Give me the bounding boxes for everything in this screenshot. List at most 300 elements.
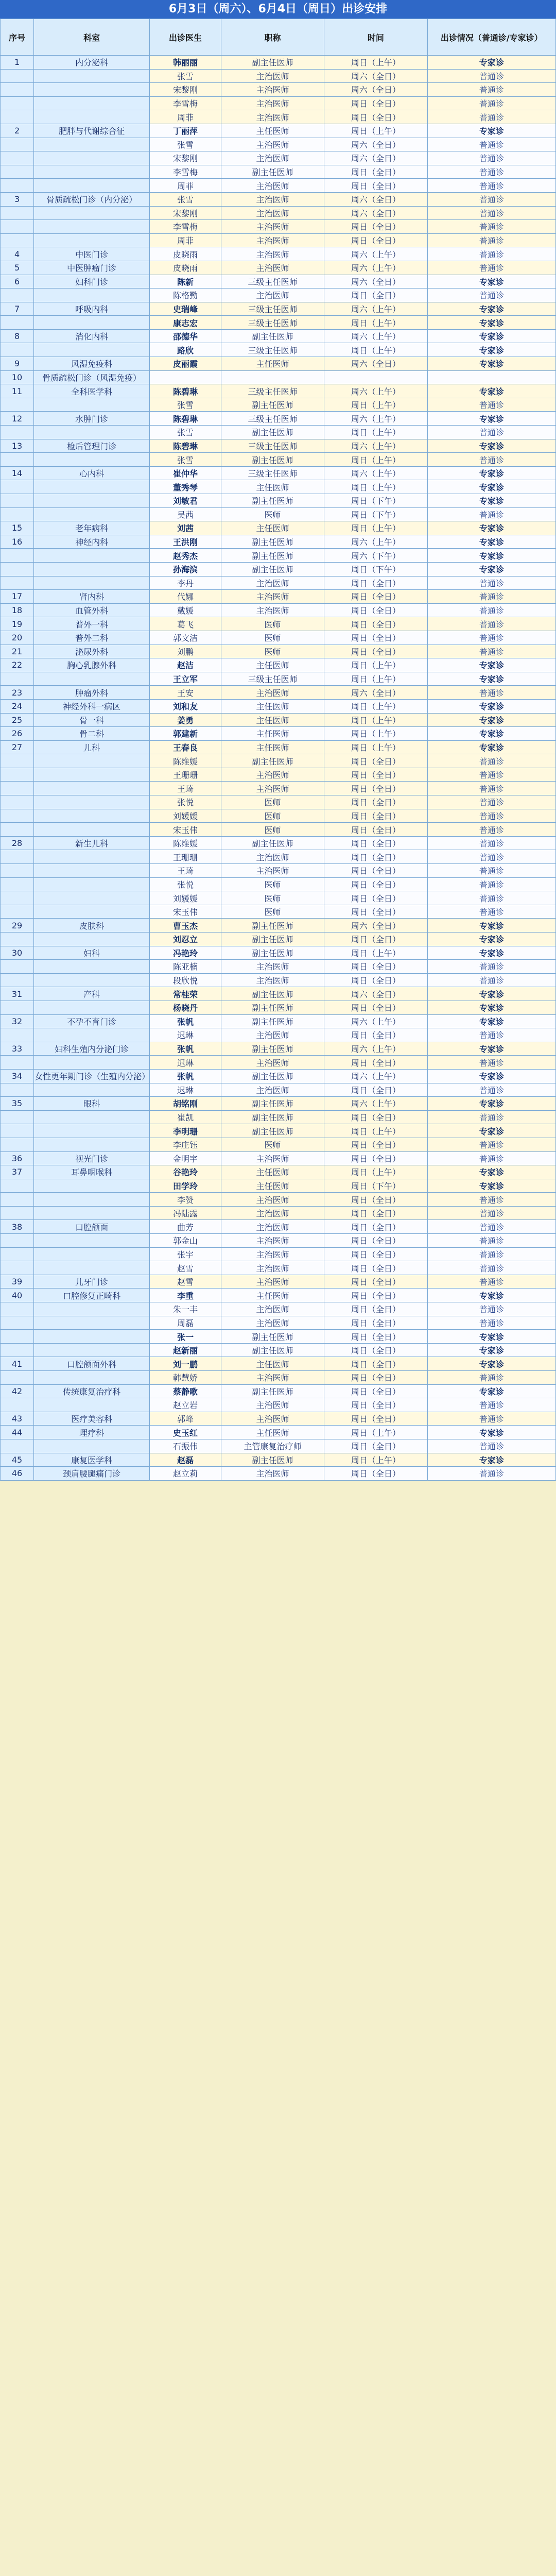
row-doctor: 邵德华 xyxy=(150,329,221,343)
row-dept xyxy=(34,795,150,809)
table-row xyxy=(1,946,556,960)
row-doctor: 宋玉伟 xyxy=(150,905,221,919)
row-type: 专家诊 xyxy=(427,1330,556,1344)
row-doctor: 皮晓雨 xyxy=(150,261,221,275)
row-title xyxy=(221,370,324,384)
row-time: 周日（全日） xyxy=(324,1001,427,1014)
row-doctor: 李明珊 xyxy=(150,1124,221,1138)
row-doctor: 周菲 xyxy=(150,110,221,124)
row-type: 普通诊 xyxy=(427,1371,556,1385)
row-time: 周日（上午） xyxy=(324,658,427,672)
row-title: 医师 xyxy=(221,795,324,809)
row-type: 普通诊 xyxy=(427,1234,556,1248)
row-time: 周日（上午） xyxy=(324,1426,427,1439)
row-time: 周日（全日） xyxy=(324,110,427,124)
row-type: 普通诊 xyxy=(427,1028,556,1042)
row-time: 周日（全日） xyxy=(324,1028,427,1042)
row-doctor: 金明宇 xyxy=(150,1151,221,1165)
row-dept xyxy=(34,1083,150,1097)
row-time: 周六（上午） xyxy=(324,535,427,549)
row-doctor: 刘一鹏 xyxy=(150,1357,221,1371)
row-doctor: 陈碧琳 xyxy=(150,439,221,453)
row-type: 专家诊 xyxy=(427,1069,556,1083)
row-title: 主治医师 xyxy=(221,261,324,275)
row-type: 专家诊 xyxy=(427,919,556,933)
row-type: 普通诊 xyxy=(427,1412,556,1426)
row-seq xyxy=(1,782,34,795)
row-title: 主治医师 xyxy=(221,768,324,782)
row-seq: 33 xyxy=(1,1042,34,1056)
row-seq xyxy=(1,138,34,151)
row-type: 专家诊 xyxy=(427,1124,556,1138)
row-dept xyxy=(34,398,150,412)
row-seq: 19 xyxy=(1,617,34,631)
row-title: 副主任医师 xyxy=(221,165,324,179)
row-doctor: 吴茜 xyxy=(150,507,221,521)
table-row xyxy=(1,1302,556,1316)
row-doctor: 皮晓雨 xyxy=(150,247,221,261)
row-title: 医师 xyxy=(221,891,324,905)
row-dept xyxy=(34,864,150,878)
table-row xyxy=(1,1412,556,1426)
row-title: 主治医师 xyxy=(221,110,324,124)
table-row xyxy=(1,83,556,97)
row-type: 专家诊 xyxy=(427,1384,556,1398)
row-type: 普通诊 xyxy=(427,1056,556,1070)
row-doctor: 丁丽萍 xyxy=(150,124,221,138)
row-doctor: 陈维媛 xyxy=(150,836,221,850)
row-doctor: 冯艳玲 xyxy=(150,946,221,960)
row-seq xyxy=(1,1234,34,1248)
row-title: 主治医师 xyxy=(221,850,324,864)
row-title: 主治医师 xyxy=(221,1028,324,1042)
row-time: 周日（下午） xyxy=(324,1179,427,1193)
row-dept xyxy=(34,426,150,439)
row-title: 主治医师 xyxy=(221,686,324,700)
row-doctor: 韩慧娇 xyxy=(150,1371,221,1385)
row-dept xyxy=(34,480,150,494)
row-title: 主治医师 xyxy=(221,179,324,193)
row-doctor: 曲芳 xyxy=(150,1220,221,1234)
row-dept: 口腔颌面 xyxy=(34,1220,150,1234)
row-doctor: 郭金山 xyxy=(150,1234,221,1248)
row-type: 专家诊 xyxy=(427,1001,556,1014)
row-seq: 4 xyxy=(1,247,34,261)
row-seq xyxy=(1,549,34,563)
row-time: 周日（上午） xyxy=(324,316,427,330)
row-type: 专家诊 xyxy=(427,384,556,398)
row-seq: 12 xyxy=(1,412,34,426)
row-time: 周日（上午） xyxy=(324,56,427,70)
row-dept xyxy=(34,179,150,193)
row-doctor: 曹玉杰 xyxy=(150,919,221,933)
row-doctor: 张悦 xyxy=(150,795,221,809)
row-doctor: 刘鹏 xyxy=(150,645,221,658)
row-doctor: 王洪刚 xyxy=(150,535,221,549)
row-doctor: 王春良 xyxy=(150,740,221,754)
row-type: 普通诊 xyxy=(427,1220,556,1234)
row-type: 普通诊 xyxy=(427,1247,556,1261)
row-type: 专家诊 xyxy=(427,672,556,686)
row-title: 主任医师 xyxy=(221,1426,324,1439)
table-row xyxy=(1,1467,556,1481)
row-seq: 28 xyxy=(1,836,34,850)
row-seq: 9 xyxy=(1,357,34,371)
row-title: 主任医师 xyxy=(221,521,324,535)
table-row xyxy=(1,1261,556,1275)
row-type: 普通诊 xyxy=(427,247,556,261)
row-time: 周日（全日） xyxy=(324,1398,427,1412)
row-seq xyxy=(1,809,34,823)
row-doctor: 赵立岩 xyxy=(150,1398,221,1412)
row-doctor: 陈维媛 xyxy=(150,754,221,768)
row-type: 专家诊 xyxy=(427,1289,556,1302)
row-seq xyxy=(1,1193,34,1207)
row-seq xyxy=(1,850,34,864)
table-row xyxy=(1,973,556,987)
row-seq xyxy=(1,877,34,891)
row-dept xyxy=(34,973,150,987)
row-seq xyxy=(1,83,34,97)
row-dept: 传统康复治疗科 xyxy=(34,1384,150,1398)
row-doctor: 石振伟 xyxy=(150,1439,221,1453)
row-type: 专家诊 xyxy=(427,56,556,70)
row-seq: 30 xyxy=(1,946,34,960)
row-seq xyxy=(1,289,34,302)
row-seq: 23 xyxy=(1,686,34,700)
row-seq xyxy=(1,768,34,782)
row-time: 周日（上午） xyxy=(324,1124,427,1138)
row-title: 主治医师 xyxy=(221,973,324,987)
row-title: 主治医师 xyxy=(221,1371,324,1385)
row-time: 周日（上午） xyxy=(324,343,427,357)
row-time: 周日（全日） xyxy=(324,891,427,905)
row-seq xyxy=(1,507,34,521)
row-dept xyxy=(34,877,150,891)
table-row xyxy=(1,1124,556,1138)
table-row xyxy=(1,165,556,179)
header-seq: 序号 xyxy=(1,19,34,56)
row-doctor: 赵新丽 xyxy=(150,1343,221,1357)
row-time: 周日（全日） xyxy=(324,1220,427,1234)
table-row xyxy=(1,891,556,905)
row-seq: 11 xyxy=(1,384,34,398)
row-seq: 1 xyxy=(1,56,34,70)
row-doctor: 赵秀杰 xyxy=(150,549,221,563)
table-row xyxy=(1,617,556,631)
row-doctor: 张帆 xyxy=(150,1042,221,1056)
row-title: 主治医师 xyxy=(221,1206,324,1220)
row-type: 专家诊 xyxy=(427,1357,556,1371)
row-dept xyxy=(34,1056,150,1070)
row-doctor: 常桂荣 xyxy=(150,987,221,1001)
row-time: 周六（上午） xyxy=(324,1014,427,1028)
row-time: 周六（上午） xyxy=(324,466,427,480)
row-time: 周六（下午） xyxy=(324,549,427,563)
row-time: 周日（全日） xyxy=(324,1330,427,1344)
table-row xyxy=(1,494,556,508)
row-type: 普通诊 xyxy=(427,179,556,193)
row-title: 医师 xyxy=(221,905,324,919)
row-doctor: 冯陆露 xyxy=(150,1206,221,1220)
row-doctor: 李庄钰 xyxy=(150,1138,221,1151)
row-type: 普通诊 xyxy=(427,83,556,97)
row-title: 主治医师 xyxy=(221,220,324,234)
row-time: 周日（全日） xyxy=(324,809,427,823)
row-seq xyxy=(1,823,34,837)
row-title: 主任医师 xyxy=(221,727,324,741)
row-doctor xyxy=(150,370,221,384)
row-seq xyxy=(1,1110,34,1124)
row-doctor: 崔凯 xyxy=(150,1110,221,1124)
row-seq xyxy=(1,1179,34,1193)
row-seq xyxy=(1,1083,34,1097)
row-seq xyxy=(1,562,34,576)
row-seq: 44 xyxy=(1,1426,34,1439)
row-type: 普通诊 xyxy=(427,960,556,974)
row-dept: 神经外科一病区 xyxy=(34,699,150,713)
row-dept xyxy=(34,289,150,302)
row-time: 周日（全日） xyxy=(324,1234,427,1248)
header-doctor: 出诊医生 xyxy=(150,19,221,56)
row-title: 主治医师 xyxy=(221,782,324,795)
row-seq xyxy=(1,480,34,494)
row-type: 普通诊 xyxy=(427,877,556,891)
row-time: 周日（全日） xyxy=(324,823,427,837)
row-title: 副主任医师 xyxy=(221,1069,324,1083)
row-doctor: 周菲 xyxy=(150,233,221,247)
row-title: 副主任医师 xyxy=(221,426,324,439)
table-row xyxy=(1,507,556,521)
row-doctor: 段欣悦 xyxy=(150,973,221,987)
row-dept: 骨一科 xyxy=(34,713,150,727)
table-row xyxy=(1,1275,556,1289)
row-type: 专家诊 xyxy=(427,740,556,754)
row-time: 周六（全日） xyxy=(324,83,427,97)
row-dept xyxy=(34,1193,150,1207)
row-title: 主治医师 xyxy=(221,233,324,247)
row-title: 医师 xyxy=(221,877,324,891)
table-row xyxy=(1,247,556,261)
row-time: 周六（全日） xyxy=(324,138,427,151)
row-type: 普通诊 xyxy=(427,864,556,878)
row-dept: 妇科门诊 xyxy=(34,275,150,289)
table-row xyxy=(1,1343,556,1357)
row-seq xyxy=(1,672,34,686)
row-title: 三级主任医师 xyxy=(221,275,324,289)
row-dept xyxy=(34,507,150,521)
row-dept xyxy=(34,453,150,467)
row-seq xyxy=(1,179,34,193)
row-seq: 25 xyxy=(1,713,34,727)
row-dept xyxy=(34,576,150,590)
row-type: 普通诊 xyxy=(427,1302,556,1316)
row-seq: 26 xyxy=(1,727,34,741)
row-dept: 康复医学科 xyxy=(34,1453,150,1467)
row-time: 周日（全日） xyxy=(324,1467,427,1481)
row-time: 周日（上午） xyxy=(324,713,427,727)
table-row xyxy=(1,439,556,453)
row-type: 普通诊 xyxy=(427,617,556,631)
row-type: 专家诊 xyxy=(427,1179,556,1193)
row-dept: 老年病科 xyxy=(34,521,150,535)
table-row xyxy=(1,302,556,316)
row-title: 主治医师 xyxy=(221,1398,324,1412)
row-type: 普通诊 xyxy=(427,1261,556,1275)
table-row xyxy=(1,754,556,768)
row-dept xyxy=(34,823,150,837)
row-type: 普通诊 xyxy=(427,809,556,823)
row-type: 普通诊 xyxy=(427,603,556,617)
row-title: 主任医师 xyxy=(221,713,324,727)
row-time: 周日（全日） xyxy=(324,960,427,974)
row-time: 周日（上午） xyxy=(324,1165,427,1179)
row-seq xyxy=(1,1056,34,1070)
row-dept: 妇科生殖内分泌门诊 xyxy=(34,1042,150,1056)
row-seq xyxy=(1,1330,34,1344)
row-dept: 儿牙门诊 xyxy=(34,1275,150,1289)
row-seq: 36 xyxy=(1,1151,34,1165)
row-title: 副主任医师 xyxy=(221,56,324,70)
table-row xyxy=(1,1165,556,1179)
row-dept xyxy=(34,1398,150,1412)
row-time: 周日（上午） xyxy=(324,672,427,686)
row-seq xyxy=(1,1371,34,1385)
row-seq: 38 xyxy=(1,1220,34,1234)
row-title: 副主任医师 xyxy=(221,1384,324,1398)
table-row xyxy=(1,151,556,165)
row-time: 周日（全日） xyxy=(324,179,427,193)
row-time: 周日（全日） xyxy=(324,631,427,645)
row-doctor: 孙海滨 xyxy=(150,562,221,576)
table-header xyxy=(1,19,556,56)
row-seq xyxy=(1,1261,34,1275)
row-title: 副主任医师 xyxy=(221,494,324,508)
row-dept xyxy=(34,96,150,110)
table-row xyxy=(1,480,556,494)
row-seq: 22 xyxy=(1,658,34,672)
row-seq xyxy=(1,110,34,124)
row-seq xyxy=(1,1316,34,1330)
table-row xyxy=(1,1042,556,1056)
table-row xyxy=(1,466,556,480)
row-title: 主治医师 xyxy=(221,192,324,206)
row-title: 主治医师 xyxy=(221,69,324,83)
row-time: 周日（上午） xyxy=(324,946,427,960)
row-type: 普通诊 xyxy=(427,836,556,850)
table-row xyxy=(1,370,556,384)
row-dept xyxy=(34,343,150,357)
row-dept: 内分泌科 xyxy=(34,56,150,70)
row-doctor: 赵立莉 xyxy=(150,1467,221,1481)
row-dept: 女性更年期门诊（生殖内分泌） xyxy=(34,1069,150,1083)
row-type: 普通诊 xyxy=(427,289,556,302)
row-doctor: 张雪 xyxy=(150,138,221,151)
row-time: 周日（全日） xyxy=(324,1110,427,1124)
row-time: 周日（全日） xyxy=(324,289,427,302)
row-time: 周六（全日） xyxy=(324,987,427,1001)
row-dept xyxy=(34,1343,150,1357)
row-doctor: 迟琳 xyxy=(150,1056,221,1070)
table-row xyxy=(1,316,556,330)
row-seq: 29 xyxy=(1,919,34,933)
row-dept: 肿瘤外科 xyxy=(34,686,150,700)
row-type: 普通诊 xyxy=(427,69,556,83)
row-type: 专家诊 xyxy=(427,521,556,535)
row-title: 副主任医师 xyxy=(221,1343,324,1357)
table-row xyxy=(1,672,556,686)
row-dept xyxy=(34,933,150,946)
row-dept: 妇科 xyxy=(34,946,150,960)
row-dept xyxy=(34,165,150,179)
table-row xyxy=(1,645,556,658)
row-title: 副主任医师 xyxy=(221,1330,324,1344)
row-type: 普通诊 xyxy=(427,96,556,110)
row-type: 专家诊 xyxy=(427,1426,556,1439)
row-time: 周六（全日） xyxy=(324,686,427,700)
row-title: 副主任医师 xyxy=(221,329,324,343)
row-dept: 中医门诊 xyxy=(34,247,150,261)
row-doctor: 陈新 xyxy=(150,275,221,289)
row-dept: 肾内科 xyxy=(34,590,150,604)
row-dept: 消化内科 xyxy=(34,329,150,343)
row-time: 周日（全日） xyxy=(324,1302,427,1316)
row-type: 普通诊 xyxy=(427,973,556,987)
row-type: 普通诊 xyxy=(427,165,556,179)
row-type: 普通诊 xyxy=(427,782,556,795)
row-dept xyxy=(34,1261,150,1275)
row-time: 周六（上午） xyxy=(324,384,427,398)
row-title: 主治医师 xyxy=(221,1316,324,1330)
row-time: 周日（全日） xyxy=(324,96,427,110)
row-title: 三级主任医师 xyxy=(221,412,324,426)
row-dept xyxy=(34,1110,150,1124)
row-title: 主治医师 xyxy=(221,1234,324,1248)
row-time: 周日（全日） xyxy=(324,1247,427,1261)
row-type: 专家诊 xyxy=(427,658,556,672)
row-title: 副主任医师 xyxy=(221,836,324,850)
row-dept: 中医肿瘤门诊 xyxy=(34,261,150,275)
row-dept: 全科医学科 xyxy=(34,384,150,398)
row-time: 周日（全日） xyxy=(324,1371,427,1385)
row-seq xyxy=(1,165,34,179)
row-doctor: 王立军 xyxy=(150,672,221,686)
row-doctor: 刘敏君 xyxy=(150,494,221,508)
table-row xyxy=(1,795,556,809)
table-row xyxy=(1,357,556,371)
row-time: 周日（全日） xyxy=(324,1343,427,1357)
row-title: 三级主任医师 xyxy=(221,466,324,480)
row-time: 周日（全日） xyxy=(324,1261,427,1275)
row-seq xyxy=(1,891,34,905)
row-type: 普通诊 xyxy=(427,151,556,165)
row-dept: 视光门诊 xyxy=(34,1151,150,1165)
table-row xyxy=(1,960,556,974)
row-time: 周六（上午） xyxy=(324,439,427,453)
row-type: 普通诊 xyxy=(427,1206,556,1220)
row-time: 周六（上午） xyxy=(324,247,427,261)
row-dept xyxy=(34,1206,150,1220)
table-row xyxy=(1,124,556,138)
table-row xyxy=(1,603,556,617)
row-seq: 35 xyxy=(1,1097,34,1111)
row-title: 副主任医师 xyxy=(221,1453,324,1467)
row-doctor: 张雪 xyxy=(150,453,221,467)
row-type: 普通诊 xyxy=(427,905,556,919)
row-dept xyxy=(34,549,150,563)
row-time: 周日（全日） xyxy=(324,905,427,919)
row-title: 副主任医师 xyxy=(221,1097,324,1111)
